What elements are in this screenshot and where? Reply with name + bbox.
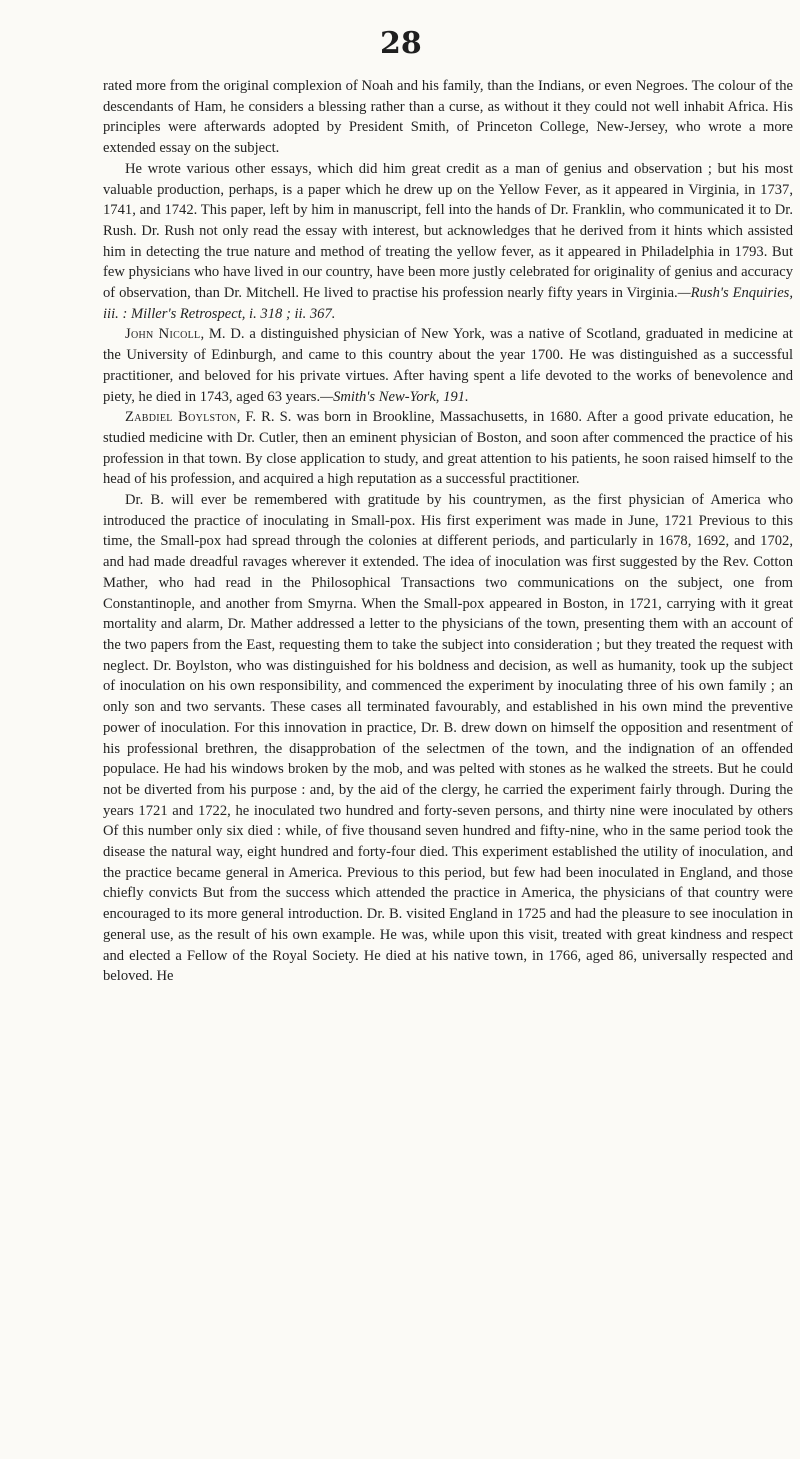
paragraph-text: rated more from the original complexion of Noah and his family, than the Indians, or even Negroes. The colour of the descendants of Ham, he considers a blessing rather than a curse, as without it they could not well inhabit Africa. His principles were afterwards adopted by President Smith, of Princeton College, New-Jersey, who wrote a more extended essay on the subject. (103, 78, 793, 157)
citation: —Smith's New-York, 191. (320, 388, 469, 405)
paragraph-text: Dr. B. will ever be remembered with gratitude by his countrymen, as the first physician of America who introduced the practice of inoculating in Small-pox. His first experiment was made in June, 1721 Previous to this time, the Small-pox had spread through the colonies at different periods, and particularly in 1678, 1692, and 1702, and had made dreadful ravages wherever it extended. The idea of inoculation was first suggested by the Rev. Cotton Mather, who had read in the Philosophical Transactions two communications on the subject, one from Constantinople, and another from Smyrna. When the Small-pox appeared in Boston, in 1721, carrying with it great mortality and alarm, Dr. Mather addressed a letter to the physicians of the town, presenting them with an account of the two papers from the East, requesting them to take the subject into consideration ; but they treated the request with neglect. Dr. Boylston, who was distinguished for his boldness and decision, as well as humanity, took up the subject of inoculation on his own responsibility, and commenced the experiment by inoculating three of his own family ; an only son and two servants. These cases all terminated favourably, and established in his own mind the preventive power of inoculation. For this innovation in practice, Dr. B. drew down on himself the opposition and resentment of his professional brethren, the disapprobation of the selectmen of the town, and the indignation of an offended populace. He had his windows broken by the mob, and was pelted with stones as he walked the streets. But he could not be diverted from his purpose : and, by the aid of the clergy, he carried the experiment fairly through. During the years 1721 and 1722, he inoculated two hundred and forty-seven persons, and thirty nine were inoculated by others Of this number only six died : while, of five thousand seven hundred and fifty-nine, who in the same period took the disease the natural way, eight hundred and forty-four died. This experiment established the utility of inoculation, and the practice became general in America. Previous to this period, but few had been inoculated in England, and those chiefly convicts But from the success which attended the practice in America, the physicians of that country were encouraged to its more general introduction. Dr. B. visited England in 1725 and had the pleasure to see inoculation in general use, as the result of his own example. He was, while upon this visit, treated with great kindness and respect and elected a Fellow of the Royal Society. He died at his native town, in 1766, aged 86, universally respected and beloved. He (103, 492, 793, 985)
paragraph-rush-continuation (103, 76, 793, 159)
paragraph-text: , M. D. a distinguished physician of New York, was a native of Scotland, graduated in medicine at the University of Edinburgh, and came to this country about the year 1700. He was distinguished as a successful practitioner, and beloved for his private virtues. After having spent a life devoted to the works of benevolence and piety, he died in 1743, aged 63 years. (103, 326, 793, 405)
paragraph-mitchell (103, 159, 793, 325)
paragraph-nicoll (103, 324, 793, 407)
body-text (103, 76, 793, 987)
paragraph-text: He wrote various other essays, which did him great credit as a man of genius and observation ; but his most valuable production, perhaps, is a paper which he drew up on the Yellow Fever, as it appeared in Virginia, in 1737, 1741, and 1742. This paper, left by him in manuscript, fell into the hands of Dr. Franklin, who communicated it to Dr. Rush. Dr. Rush not only read the essay with interest, but acknowledges that he derived from it hints which assisted him in detecting the true nature and method of treating the yellow fever, as it appeared in Philadelphia in 1793. But few physicians who have lived in our country, have been more justly celebrated for originality of genius and accuracy of observation, than Dr. Mitchell. He lived to practise his profession nearly fifty years in Virginia. (103, 160, 793, 302)
paragraph-boylston-inoculation (103, 490, 793, 987)
page-number: 28 (380, 26, 422, 61)
entry-name: Zabdiel Boylston (125, 409, 237, 426)
paragraph-text: , F. R. S. was born in Brookline, Massachusetts, in 1680. After a good private education, he studied medicine with Dr. Cutler, then an eminent physician of Boston, and soon after commenced the practice of his profession in that town. By close application to study, and great attention to his patients, he soon raised himself to the head of his profession, and acquired a high reputation as a successful practitioner. (103, 409, 793, 488)
paragraph-boylston-intro (103, 407, 793, 490)
citation: —Rush's Enquiries, iii. : Miller's Retrospect, i. 318 ; ii. 367. (103, 285, 793, 322)
entry-name: John Nicoll (125, 326, 201, 343)
